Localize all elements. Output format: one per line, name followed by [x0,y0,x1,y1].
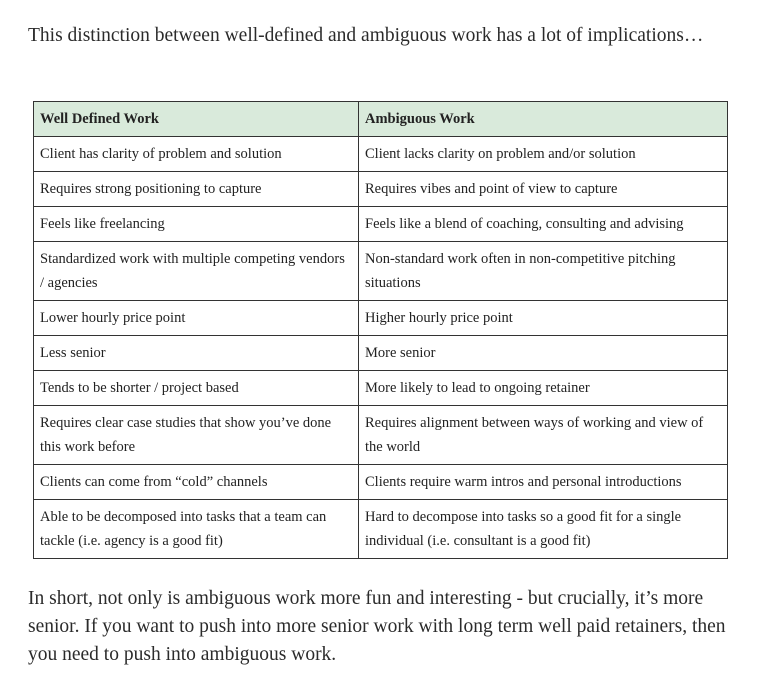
table-cell: Client lacks clarity on problem and/or solution [359,137,728,172]
table-row [34,301,728,336]
table-header-row [34,102,728,137]
table-row [34,371,728,406]
table-cell: Able to be decomposed into tasks that a team can tackle (i.e. agency is a good fit) [34,500,359,559]
intro-paragraph: This distinction between well-defined and ambiguous work has a lot of implications… [28,25,704,46]
table-cell: More likely to lead to ongoing retainer [359,371,728,406]
table-row [34,242,728,301]
comparison-table [33,101,728,559]
table-cell: Requires vibes and point of view to capture [359,172,728,207]
table-cell: Non-standard work often in non-competitive pitching situations [359,242,728,301]
table-cell: Lower hourly price point [34,301,359,336]
table-row [34,207,728,242]
table-cell: Clients require warm intros and personal introductions [359,465,728,500]
table-cell: Requires alignment between ways of working and view of the world [359,406,728,465]
outro-paragraph: In short, not only is ambiguous work more fun and interesting - but crucially, it’s more senior. If you want to push into more senior work with long term well paid retainers, then you need to push into ambiguous work. [28,588,726,665]
table-cell: Tends to be shorter / project based [34,371,359,406]
table-cell: Hard to decompose into tasks so a good fit for a single individual (i.e. consultant is a good fit) [359,500,728,559]
table-cell: Higher hourly price point [359,301,728,336]
header-well-defined-work: Well Defined Work [34,102,359,137]
table-row [34,137,728,172]
table-row [34,336,728,371]
table-row [34,172,728,207]
header-ambiguous-work: Ambiguous Work [359,102,728,137]
table-cell: Feels like a blend of coaching, consulting and advising [359,207,728,242]
table-cell: Feels like freelancing [34,207,359,242]
table-cell: Clients can come from “cold” channels [34,465,359,500]
table-cell: Client has clarity of problem and solution [34,137,359,172]
table-cell: Requires strong positioning to capture [34,172,359,207]
table-row [34,500,728,559]
table-row [34,406,728,465]
table-row [34,465,728,500]
table-cell: Requires clear case studies that show you’ve done this work before [34,406,359,465]
table-cell: Less senior [34,336,359,371]
table-cell: Standardized work with multiple competing vendors / agencies [34,242,359,301]
table-cell: More senior [359,336,728,371]
